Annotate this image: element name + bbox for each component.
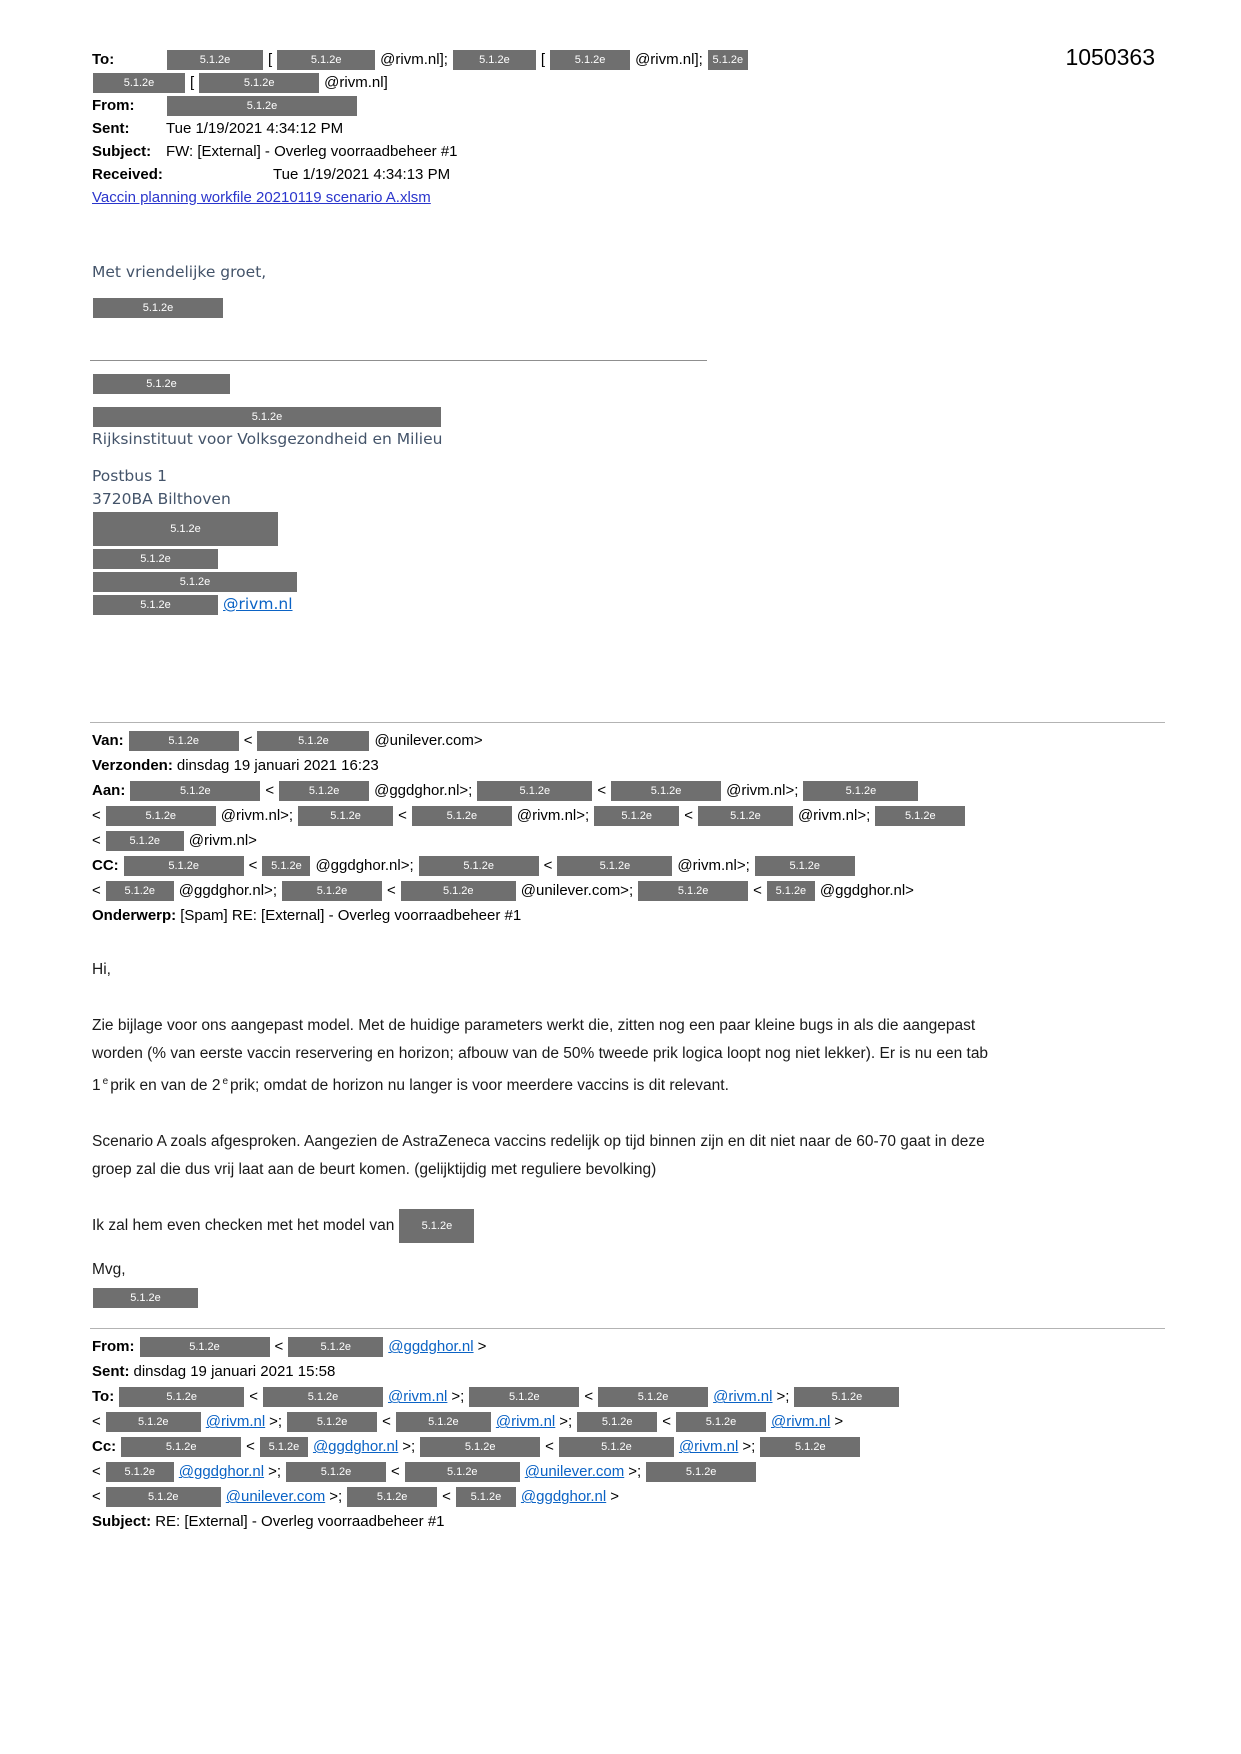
line bbox=[90, 319, 1165, 349]
text-run: < bbox=[246, 1438, 255, 1456]
text-run: Mvg, bbox=[92, 1261, 126, 1279]
line bbox=[90, 728, 1165, 753]
text-run: Hi, bbox=[92, 961, 111, 979]
redaction-box: 5.1.2e bbox=[347, 1487, 437, 1507]
line bbox=[90, 140, 1165, 163]
line bbox=[90, 1128, 1165, 1156]
line bbox=[90, 778, 1165, 803]
redaction-box: 5.1.2e bbox=[106, 1412, 201, 1432]
redaction-box: 5.1.2e bbox=[93, 73, 185, 93]
text-run: [ bbox=[190, 74, 195, 92]
redaction-box: 5.1.2e bbox=[167, 50, 263, 70]
redaction-box: 5.1.2e bbox=[282, 881, 382, 901]
text-run: @ggdghor.nl>; bbox=[374, 782, 473, 800]
text-run: >; bbox=[268, 1463, 281, 1481]
text-run: > bbox=[610, 1488, 619, 1506]
text-run: groep zal die dus vrij laat aan de beurt komen. (gelijktijdig met reguliere bevolking) bbox=[92, 1161, 657, 1179]
superscript: e bbox=[222, 1076, 229, 1088]
redaction-box: 5.1.2e bbox=[456, 1487, 516, 1507]
text-run: < bbox=[442, 1488, 451, 1506]
text-run: >; bbox=[776, 1388, 790, 1406]
line bbox=[90, 753, 1165, 778]
line bbox=[90, 163, 1165, 186]
text-run: [ bbox=[268, 51, 273, 68]
redaction-box: 5.1.2e bbox=[420, 1437, 540, 1457]
text-run: < bbox=[662, 1413, 671, 1431]
line bbox=[90, 1509, 1165, 1534]
text-run: < bbox=[248, 857, 258, 875]
text-run: Sent: bbox=[92, 120, 130, 138]
line bbox=[90, 1208, 1165, 1244]
redaction-box: 5.1.2e bbox=[559, 1437, 674, 1457]
redaction-box: 5.1.2e bbox=[419, 856, 539, 876]
redaction-box: 5.1.2e bbox=[396, 1412, 491, 1432]
text-run: @rivm.nl>; bbox=[797, 807, 871, 825]
redaction-box: 5.1.2e bbox=[550, 50, 630, 70]
email-header bbox=[90, 48, 1165, 209]
redaction-box: 5.1.2e bbox=[263, 1387, 383, 1407]
redaction-box: 5.1.2e bbox=[676, 1412, 766, 1432]
redaction-box: 5.1.2e bbox=[106, 831, 184, 851]
text-run: >; bbox=[269, 1413, 283, 1431]
text-run: >; bbox=[628, 1463, 642, 1481]
redaction-box: 5.1.2e bbox=[708, 50, 748, 70]
redaction-box: 5.1.2e bbox=[557, 856, 672, 876]
line bbox=[90, 1156, 1165, 1184]
text-run: < bbox=[265, 782, 275, 800]
line bbox=[90, 570, 1165, 593]
text-run: To: bbox=[92, 51, 115, 68]
redaction-box: 5.1.2e bbox=[646, 1462, 756, 1482]
redaction-box: 5.1.2e bbox=[260, 1437, 308, 1457]
text-run: @ggdghor.nl>; bbox=[315, 857, 414, 875]
line bbox=[90, 1184, 1165, 1208]
redaction-box: 5.1.2e bbox=[477, 781, 592, 801]
redaction-box: 5.1.2e bbox=[93, 1288, 198, 1308]
email-link[interactable]: @ggdghor.nl bbox=[312, 1438, 399, 1456]
line bbox=[90, 261, 1165, 284]
text-run: @rivm.nl]; bbox=[380, 51, 448, 68]
line bbox=[90, 1012, 1165, 1040]
document-number: 1050363 bbox=[1065, 44, 1155, 70]
line bbox=[90, 1068, 1165, 1100]
redaction-box: 5.1.2e bbox=[399, 1209, 474, 1243]
signature-block bbox=[90, 261, 1165, 616]
email-link[interactable]: @rivm.nl bbox=[495, 1413, 556, 1431]
text-run: Scenario A zoals afgesproken. Aangezien de AstraZeneca vaccins redelijk op tijd binnen zijn en dit niet naar de 60-70 gaat in deze bbox=[92, 1133, 985, 1151]
redaction-box: 5.1.2e bbox=[93, 298, 223, 318]
text-run: >; bbox=[742, 1438, 756, 1456]
text-run: dinsdag 19 januari 2021 16:23 bbox=[176, 757, 379, 775]
line bbox=[90, 117, 1165, 140]
text-run: < bbox=[398, 807, 407, 825]
quoted-header-1 bbox=[90, 728, 1165, 928]
text-run: Zie bijlage voor ons aangepast model. Met de huidige parameters werkt die, zitten nog een paar kleine bugs in als die aangepast bbox=[92, 1017, 976, 1035]
redaction-box: 5.1.2e bbox=[287, 1412, 377, 1432]
signature-divider-line bbox=[90, 360, 707, 362]
redaction-box: 5.1.2e bbox=[755, 856, 855, 876]
line bbox=[90, 878, 1165, 903]
text-run: < bbox=[382, 1413, 391, 1431]
redaction-box: 5.1.2e bbox=[106, 1487, 221, 1507]
text-run: @rivm.nl]; bbox=[635, 51, 703, 68]
text-run: < bbox=[684, 807, 693, 825]
line bbox=[90, 803, 1165, 828]
redaction-box: 5.1.2e bbox=[469, 1387, 579, 1407]
text-run: Received: bbox=[92, 166, 163, 184]
text-run: < bbox=[243, 732, 253, 750]
email-link[interactable]: @ggdghor.nl bbox=[178, 1463, 265, 1481]
redaction-box: 5.1.2e bbox=[257, 731, 369, 751]
text-run: prik; omdat de horizon nu langer is voor meerdere vaccins is dit relevant. bbox=[230, 1077, 729, 1095]
text-run: [Spam] RE: [External] - Overleg voorraadbeheer #1 bbox=[180, 907, 522, 925]
line bbox=[90, 1484, 1165, 1509]
redaction-box: 5.1.2e bbox=[698, 806, 793, 826]
text-run: worden (% van eerste vaccin reservering en horizon; afbouw van de 50% tweede prik logica loopt nog niet lekker). Er is nu een tab bbox=[92, 1045, 989, 1063]
text-run: < bbox=[249, 1388, 258, 1406]
text-run: Rijksinstituut voor Volksgezondheid en Milieu bbox=[92, 430, 443, 449]
redaction-box: 5.1.2e bbox=[93, 572, 297, 592]
line bbox=[90, 296, 1165, 319]
text-run: < bbox=[386, 882, 396, 900]
redaction-box: 5.1.2e bbox=[140, 1337, 270, 1357]
redaction-box: 5.1.2e bbox=[288, 1337, 383, 1357]
text-run: From: bbox=[92, 1338, 135, 1356]
line bbox=[90, 284, 1165, 296]
text-run: [ bbox=[540, 51, 546, 68]
text-run: >; bbox=[329, 1488, 343, 1506]
text-run: < bbox=[597, 782, 607, 800]
text-run: < bbox=[92, 807, 101, 825]
redaction-box: 5.1.2e bbox=[794, 1387, 899, 1407]
text-run: @rivm.nl> bbox=[188, 832, 257, 850]
line bbox=[90, 1244, 1165, 1256]
text-run: < bbox=[391, 1463, 400, 1481]
text-run: Subject: bbox=[92, 143, 152, 161]
text-run: @ggdghor.nl> bbox=[819, 882, 914, 900]
email-link[interactable]: @ggdghor.nl bbox=[388, 1338, 474, 1356]
email-link[interactable]: @rivm.nl bbox=[223, 595, 293, 614]
text-run: < bbox=[92, 1488, 101, 1506]
email-link[interactable]: @rivm.nl bbox=[713, 1388, 773, 1406]
line bbox=[90, 511, 1165, 547]
text-run: >; bbox=[402, 1438, 416, 1456]
text-run: @unilever.com> bbox=[374, 732, 483, 750]
text-run: < bbox=[545, 1438, 554, 1456]
redaction-box: 5.1.2e bbox=[199, 73, 319, 93]
text-run: CC: bbox=[92, 857, 119, 875]
redaction-box: 5.1.2e bbox=[875, 806, 965, 826]
redaction-box: 5.1.2e bbox=[93, 374, 230, 394]
text-run: Sent: bbox=[92, 1363, 130, 1381]
line bbox=[90, 547, 1165, 570]
text-run: @ggdghor.nl>; bbox=[178, 882, 277, 900]
line bbox=[90, 395, 1165, 405]
text-run: Tue 1/19/2021 4:34:13 PM bbox=[273, 166, 451, 184]
text-run: dinsdag 19 januari 2021 15:58 bbox=[133, 1363, 336, 1381]
redaction-box: 5.1.2e bbox=[760, 1437, 860, 1457]
redaction-box: 5.1.2e bbox=[611, 781, 721, 801]
text-run: Postbus 1 bbox=[92, 467, 167, 486]
text-run: Van: bbox=[92, 732, 124, 750]
text-run: < bbox=[274, 1338, 284, 1356]
text-run: From: bbox=[92, 97, 135, 115]
redaction-box: 5.1.2e bbox=[412, 806, 512, 826]
redaction-box: 5.1.2e bbox=[106, 1462, 174, 1482]
text-run: > bbox=[477, 1338, 487, 1356]
redaction-box: 5.1.2e bbox=[277, 50, 375, 70]
text-run: @rivm.nl>; bbox=[516, 807, 590, 825]
line bbox=[90, 372, 1165, 395]
redaction-box: 5.1.2e bbox=[124, 856, 244, 876]
line bbox=[90, 828, 1165, 853]
redaction-box: 5.1.2e bbox=[119, 1387, 244, 1407]
attachment-link[interactable]: Vaccin planning workfile 20210119 scenario A.xlsm bbox=[92, 189, 431, 207]
line bbox=[90, 428, 1165, 451]
text-run: @rivm.nl>; bbox=[677, 857, 750, 875]
text-run: @rivm.nl>; bbox=[726, 782, 799, 800]
text-run: Cc: bbox=[92, 1438, 117, 1456]
redaction-box: 5.1.2e bbox=[130, 781, 260, 801]
line bbox=[90, 1409, 1165, 1434]
text-run: 1 bbox=[92, 1077, 101, 1095]
text-run: FW: [External] - Overleg voorraadbeheer #1 bbox=[166, 143, 458, 161]
line bbox=[90, 1334, 1165, 1359]
text-run: Ik zal hem even checken met het model van bbox=[92, 1217, 395, 1235]
email-body bbox=[90, 956, 1165, 1312]
line bbox=[90, 1100, 1165, 1128]
email-link[interactable]: @rivm.nl bbox=[387, 1388, 448, 1406]
redaction-box: 5.1.2e bbox=[577, 1412, 657, 1432]
text-run: prik en van de 2 bbox=[110, 1077, 221, 1095]
redaction-box: 5.1.2e bbox=[803, 781, 918, 801]
line bbox=[90, 71, 1165, 94]
redaction-box: 5.1.2e bbox=[93, 407, 441, 427]
redaction-box: 5.1.2e bbox=[93, 512, 278, 546]
redaction-box: 5.1.2e bbox=[262, 856, 310, 876]
text-run: 3720BA Bilthoven bbox=[92, 490, 231, 509]
email-link[interactable]: @unilever.com bbox=[225, 1488, 326, 1506]
text-run: Onderwerp: bbox=[92, 907, 177, 925]
text-run: < bbox=[584, 1388, 594, 1406]
line bbox=[90, 1434, 1165, 1459]
line bbox=[90, 488, 1165, 511]
separator-line bbox=[90, 1328, 1165, 1329]
text-run: Tue 1/19/2021 4:34:12 PM bbox=[166, 120, 344, 138]
email-link[interactable]: @unilever.com bbox=[524, 1463, 625, 1481]
redaction-box: 5.1.2e bbox=[401, 881, 516, 901]
redaction-box: 5.1.2e bbox=[405, 1462, 520, 1482]
text-run: < bbox=[92, 832, 101, 850]
line bbox=[90, 405, 1165, 428]
line bbox=[90, 1384, 1165, 1409]
text-run: Met vriendelijke groet, bbox=[92, 263, 267, 282]
text-run: > bbox=[834, 1413, 844, 1431]
line bbox=[90, 186, 1165, 209]
redaction-box: 5.1.2e bbox=[638, 881, 748, 901]
redaction-box: 5.1.2e bbox=[286, 1462, 386, 1482]
text-run: < bbox=[92, 1463, 101, 1481]
line bbox=[90, 1256, 1165, 1284]
line bbox=[90, 48, 1165, 71]
quoted-header-2 bbox=[90, 1334, 1165, 1534]
text-run: < bbox=[753, 882, 762, 900]
text-run: < bbox=[92, 882, 101, 900]
redaction-box: 5.1.2e bbox=[167, 96, 357, 116]
redaction-box: 5.1.2e bbox=[121, 1437, 241, 1457]
line bbox=[90, 903, 1165, 928]
text-run: Subject: bbox=[92, 1513, 152, 1531]
text-run: >; bbox=[559, 1413, 573, 1431]
document-content bbox=[90, 48, 1165, 1534]
line bbox=[90, 1040, 1165, 1068]
text-run: < bbox=[543, 857, 553, 875]
redaction-box: 5.1.2e bbox=[767, 881, 815, 901]
email-link[interactable]: @rivm.nl bbox=[205, 1413, 266, 1431]
email-link[interactable]: @ggdghor.nl bbox=[520, 1488, 607, 1506]
text-run: >; bbox=[451, 1388, 465, 1406]
line bbox=[90, 451, 1165, 465]
line bbox=[90, 94, 1165, 117]
line bbox=[90, 1359, 1165, 1384]
text-run: < bbox=[92, 1413, 101, 1431]
redaction-box: 5.1.2e bbox=[598, 1387, 708, 1407]
redaction-box: 5.1.2e bbox=[129, 731, 239, 751]
redaction-box: 5.1.2e bbox=[93, 549, 218, 569]
text-run: Verzonden: bbox=[92, 757, 173, 775]
text-run: Aan: bbox=[92, 782, 126, 800]
line bbox=[90, 465, 1165, 488]
text-run: @unilever.com>; bbox=[520, 882, 634, 900]
line bbox=[90, 593, 1165, 616]
redaction-box: 5.1.2e bbox=[453, 50, 536, 70]
redaction-box: 5.1.2e bbox=[298, 806, 393, 826]
redaction-box: 5.1.2e bbox=[279, 781, 369, 801]
line bbox=[90, 853, 1165, 878]
line bbox=[90, 956, 1165, 984]
separator-line bbox=[90, 722, 1165, 723]
line bbox=[90, 1459, 1165, 1484]
text-run: To: bbox=[92, 1388, 115, 1406]
superscript: e bbox=[102, 1076, 109, 1088]
email-link[interactable]: @rivm.nl bbox=[678, 1438, 739, 1456]
text-run: @rivm.nl>; bbox=[220, 807, 294, 825]
email-link[interactable]: @rivm.nl bbox=[770, 1413, 831, 1431]
line bbox=[90, 349, 1165, 372]
line bbox=[90, 1284, 1165, 1312]
redaction-box: 5.1.2e bbox=[594, 806, 679, 826]
line bbox=[90, 984, 1165, 1012]
redaction-box: 5.1.2e bbox=[106, 806, 216, 826]
redaction-box: 5.1.2e bbox=[93, 595, 218, 615]
text-run: @rivm.nl] bbox=[324, 74, 388, 92]
text-run: RE: [External] - Overleg voorraadbeheer #1 bbox=[155, 1513, 445, 1531]
redaction-box: 5.1.2e bbox=[106, 881, 174, 901]
